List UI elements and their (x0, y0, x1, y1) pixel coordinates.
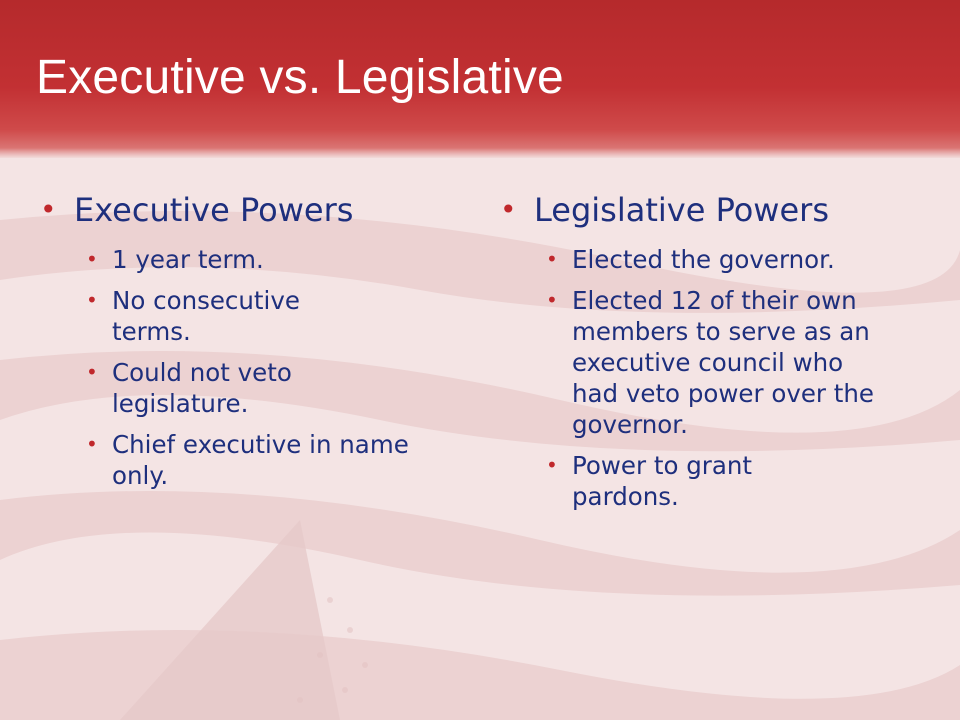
bullet-icon: • (500, 193, 517, 226)
bullet-icon: • (546, 288, 558, 312)
list-item-text: Could not veto legislature. (112, 358, 292, 418)
list-item (86, 357, 440, 419)
list-item (86, 285, 440, 347)
executive-powers-heading-row (40, 190, 440, 230)
list-item-text: No consecutive terms. (112, 286, 300, 346)
list-item (86, 244, 440, 275)
list-item (546, 244, 920, 275)
list-item-text: Elected the governor. (572, 245, 835, 274)
list-item (546, 285, 920, 440)
list-item (86, 429, 440, 491)
legislative-powers-heading-row (500, 190, 920, 230)
list-item-text: 1 year term. (112, 245, 264, 274)
executive-powers-column (40, 190, 440, 501)
list-item-text: Elected 12 of their own members to serve as an executive council who had veto power over the governor. (572, 286, 874, 439)
bullet-icon: • (86, 360, 98, 384)
list-item-text: Power to grant pardons. (572, 451, 753, 511)
bullet-icon: • (40, 193, 57, 226)
legislative-powers-list (500, 244, 920, 512)
title-bar (0, 0, 960, 158)
bullet-icon: • (546, 453, 558, 477)
executive-powers-list (40, 244, 440, 491)
bullet-icon: • (86, 247, 98, 271)
slide-title: Executive vs. Legislative (36, 51, 564, 104)
executive-powers-heading: Executive Powers (74, 191, 354, 229)
legislative-powers-heading: Legislative Powers (534, 191, 829, 229)
legislative-powers-column (500, 190, 920, 522)
bullet-icon: • (86, 288, 98, 312)
list-item (546, 450, 920, 512)
bullet-icon: • (546, 247, 558, 271)
list-item-text: Chief executive in name only. (112, 430, 409, 490)
bullet-icon: • (86, 432, 98, 456)
